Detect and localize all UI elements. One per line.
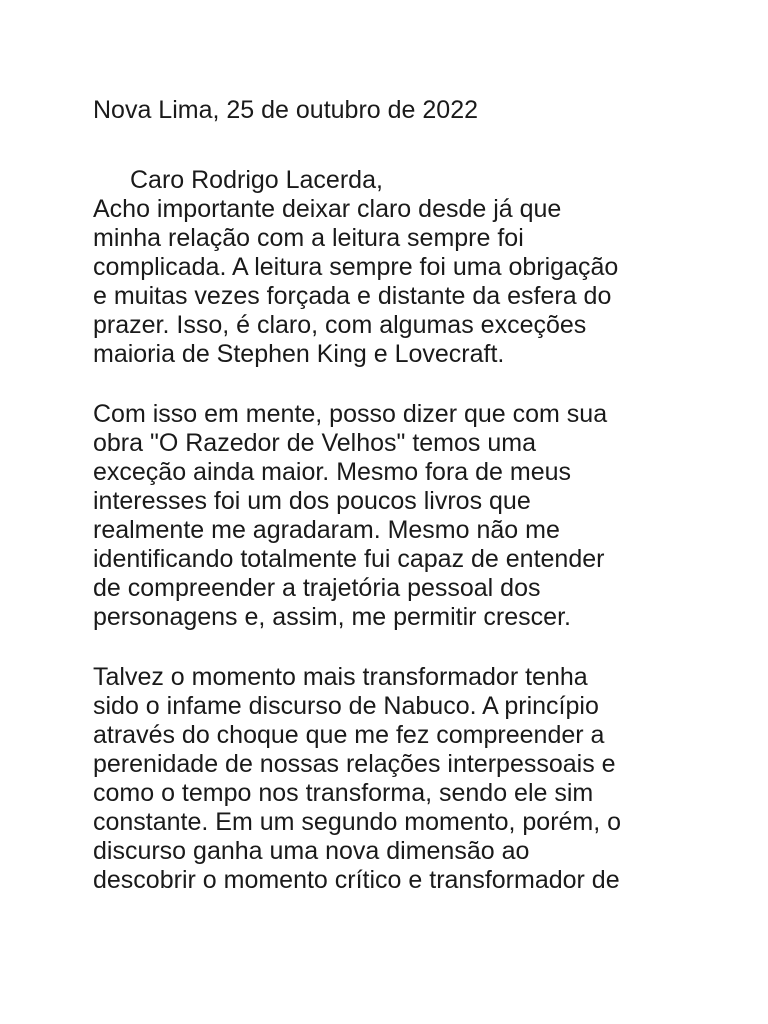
paragraph-line: obra "O Razedor de Velhos" temos uma: [93, 429, 536, 457]
paragraph-line: prazer. Isso, é claro, com algumas exceções: [93, 311, 587, 339]
paragraph-2: [93, 400, 693, 632]
paragraph-line: minha relação com a leitura sempre foi: [93, 224, 524, 252]
paragraph-line: interesses foi um dos poucos livros que: [93, 487, 531, 515]
paragraph-line: e muitas vezes forçada e distante da esfera do: [93, 282, 612, 310]
letter-body: [93, 96, 693, 895]
paragraph-line: de compreender a trajetória pessoal dos: [93, 574, 541, 602]
paragraph-line: Talvez o momento mais transformador tenha: [93, 663, 588, 691]
paragraph-line: através do choque que me fez compreender a: [93, 721, 605, 749]
paragraph-line: perenidade de nossas relações interpessoais e: [93, 750, 616, 778]
paragraph-line: descobrir o momento crítico e transformador de: [93, 866, 620, 894]
paragraph-line: complicada. A leitura sempre foi uma obrigação: [93, 253, 619, 281]
date-line: Nova Lima, 25 de outubro de 2022: [93, 96, 478, 124]
paragraph-line: sido o infame discurso de Nabuco. A princípio: [93, 692, 599, 720]
paragraph-line: exceção ainda maior. Mesmo fora de meus: [93, 458, 572, 486]
salutation: Caro Rodrigo Lacerda,: [130, 166, 383, 194]
paragraph-line: maioria de Stephen King e Lovecraft.: [93, 340, 505, 368]
paragraph-line: realmente me agradaram. Mesmo não me: [93, 516, 560, 544]
paragraph-1: [93, 195, 693, 369]
paragraph-line: como o tempo nos transforma, sendo ele sim: [93, 779, 594, 807]
paragraph-3: [93, 663, 693, 895]
paragraph-line: identificando totalmente fui capaz de entender: [93, 545, 605, 573]
paragraph-line: discurso ganha uma nova dimensão ao: [93, 837, 530, 865]
paragraph-line: constante. Em um segundo momento, porém, o: [93, 808, 622, 836]
paragraph-line: Com isso em mente, posso dizer que com sua: [93, 400, 608, 428]
paragraph-line: Acho importante deixar claro desde já que: [93, 195, 562, 223]
paragraph-line: personagens e, assim, me permitir crescer.: [93, 603, 571, 631]
